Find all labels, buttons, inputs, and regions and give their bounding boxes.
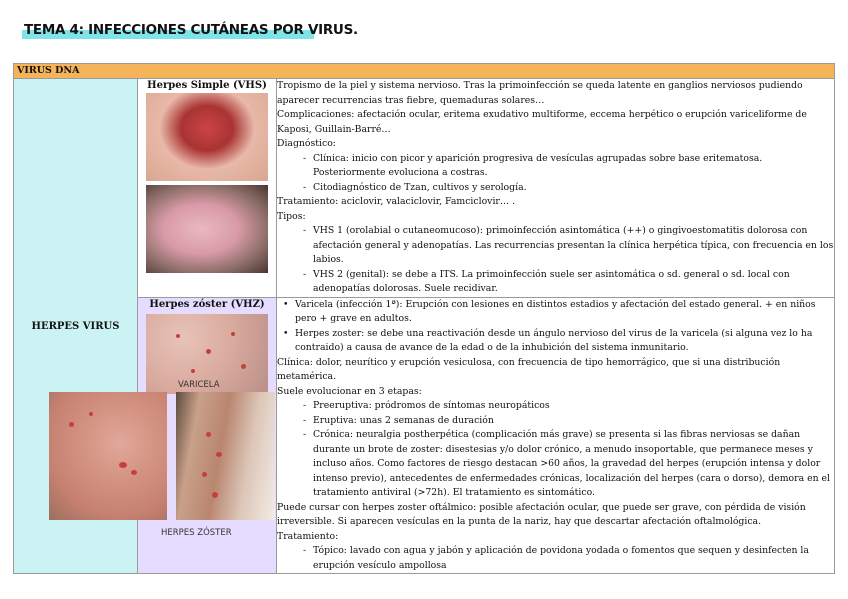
zoster-p4: Tratamiento: (277, 530, 339, 542)
zoster-b1: • Varicela (infección 1ª): Erupción con lesiones en distintos estadios y afectación del estado general. + en niños pero + grave en adultos. (283, 298, 816, 324)
zoster-heading: Herpes zóster (VHZ) (149, 298, 265, 310)
simple-p3: Diagnóstico: (277, 138, 336, 149)
simple-dx1: - Clínica: inicio con picor y aparición progresiva de vesículas agrupadas sobre base eritematosa. Posteriormente evoluciona a costras. (303, 152, 763, 178)
simple-type2: - VHS 2 (genital): se debe a ITS. La primoinfección suele ser asintomática o sd. general o sd. local con adenopatías dolorosas. Suele recidivar. (303, 268, 790, 294)
page-title: TEMA 4: INFECCIONES CUTÁNEAS POR VIRUS. (24, 22, 358, 38)
simple-p4: Tratamiento: aciclovir, valaciclovir, Famciclovir… . (277, 196, 516, 207)
zoster-b2: • Herpes zoster: se debe una reactivación desde un ángulo nervioso del virus de la varicela (si alguna vez lo ha contraido) a causa de avance de la edad o de la inhubición del sistema inmunitario. (283, 327, 813, 353)
zoster-stage3: - Crónica: neuralgia postherpética (complicación más grave) se presenta si las fibras nerviosas se dañan durante un brote de zoster: disestesias y/o dolor crónico, a menudo insoportable, que permanece meses y incluso años. Como factores de riesgo destacan >60 años, la gravedad del herpes (erupción intensa y dolor intenso previo), antecedentes de enfermedades crónicas, localización del herpes (cara o dorso), demora en el tratamiento antiviral (>72h). El tratamiento es sintomático. (303, 429, 830, 498)
lips-photo (146, 93, 268, 181)
zoster-p1: Clínica: dolor, neurítico y erupción vesiculosa, con frecuencia de tipo hemorrágico, que si una distribución metamérica. (277, 356, 781, 382)
zoster-arm-photo (176, 392, 275, 520)
zoster-stage2: - Eruptiva: unas 2 semanas de duración (303, 414, 494, 426)
simple-heading: Herpes Simple (VHS) (147, 80, 267, 91)
zoster-p3: Puede cursar con herpes zoster oftálmico: posible afectación ocular, que puede ser grave, con pérdida de visión irreversible. Si aparecen vesículas en la punta de la nariz, hay que descartar afectación oftalmológica. (277, 501, 806, 527)
zoster-text (277, 297, 835, 574)
simple-dx2: - Citodiagnóstico de Tzan, cultivos y serología. (303, 181, 527, 193)
simple-image-cell (138, 79, 277, 298)
section-header: VIRUS DNA (14, 64, 835, 79)
zoster-chest-photo (49, 392, 167, 520)
simple-p1: Tropismo de la piel y sistema nervioso. Tras la primoinfección se queda latente en ganglios nerviosos pudiendo aparecer recurrencias tras fiebre, quemaduras solares… (277, 80, 803, 106)
zoster-stage1: - Preeruptiva: pródromos de síntomas neuropáticos (303, 400, 550, 411)
simple-text (277, 79, 835, 298)
simple-type1: - VHS 1 (orolabial o cutaneomucoso): primoinfección asintomática (++) o gingivoestomatitis dolorosa con afectación general y adenopatías. Las recurrencias presentan la clínica herpética típica, con frecuencia en los labios. (303, 225, 834, 265)
zoster-label: HERPES ZÓSTER (161, 528, 232, 538)
simple-p2: Complicaciones: afectación ocular, eritema exudativo multiforme, eccema herpético o erupción variceliforme de Kaposi, Guillain-Barré… (277, 109, 807, 135)
group-label: HERPES VIRUS (14, 79, 138, 574)
zoster-p2: Suele evolucionar en 3 etapas: (277, 385, 422, 397)
varicela-label: VARICELA (178, 379, 220, 390)
zoster-treatment1: - Tópico: lavado con agua y jabón y aplicación de povidona yodada o fomentos que sequen y desinfecten la erupción vesículo ampollosa (303, 545, 809, 571)
genital-photo (146, 185, 268, 273)
simple-p5: Tipos: (277, 210, 306, 222)
